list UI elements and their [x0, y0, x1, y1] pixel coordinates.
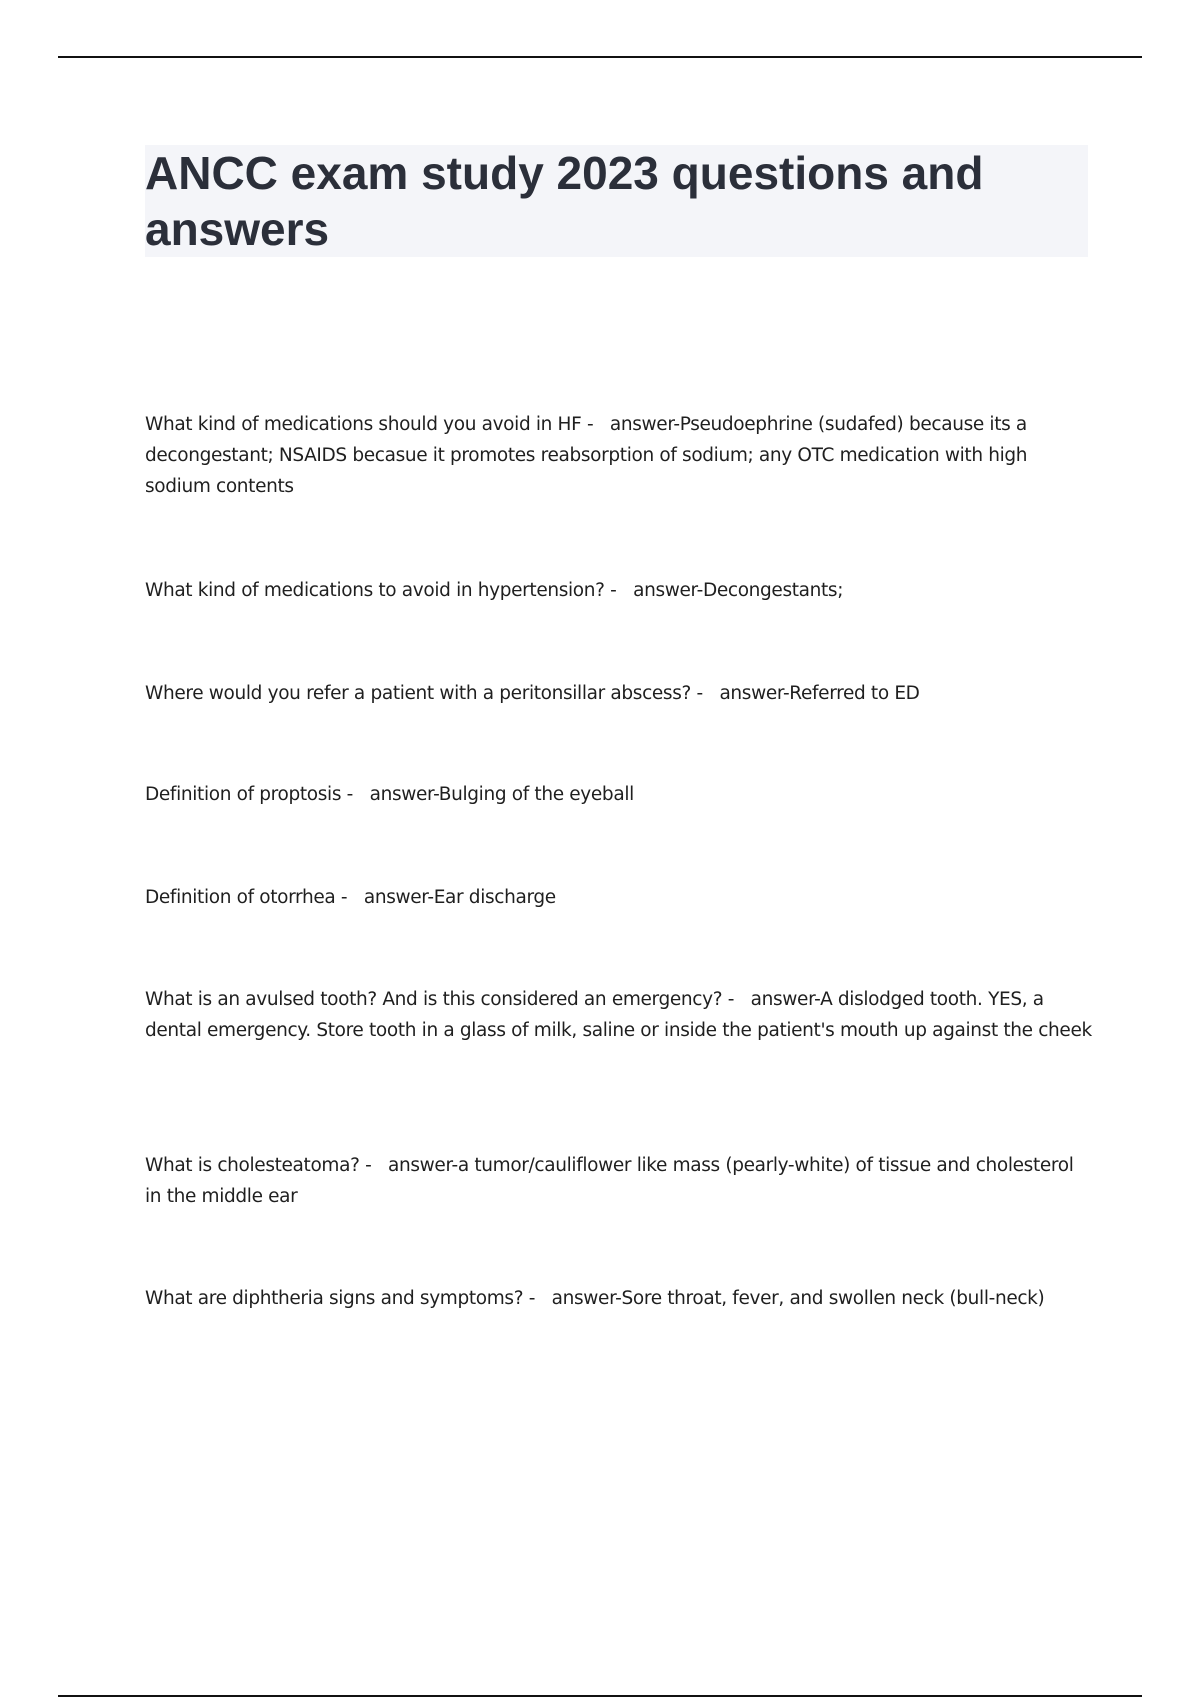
answer-text: answer-Ear discharge	[363, 887, 556, 908]
question-text: What kind of medications should you avoid in HF -	[145, 414, 594, 435]
qa-item	[145, 575, 1095, 606]
page-title: ANCC exam study 2023 questions and answers	[145, 147, 984, 255]
qa-item	[145, 882, 1095, 913]
top-divider	[58, 56, 1142, 58]
question-text: What are diphtheria signs and symptoms? -	[145, 1288, 536, 1309]
qa-item	[145, 1150, 1095, 1212]
question-text: Definition of otorrhea -	[145, 887, 348, 908]
answer-text: answer-Pseudoephrine (sudafed) because its a decongestant; NSAIDS becasue it promotes reabsorption of sodium; any OTC medication with high sodium contents	[145, 414, 1028, 497]
title-banner	[145, 145, 1088, 257]
answer-text: answer-Bulging of the eyeball	[369, 784, 634, 805]
qa-item	[145, 678, 1095, 709]
qa-item	[145, 409, 1095, 502]
question-text: Definition of proptosis -	[145, 784, 353, 805]
qa-item	[145, 984, 1095, 1046]
answer-text: answer-a tumor/cauliflower like mass (pearly-white) of tissue and cholesterol in the middle ear	[145, 1155, 1074, 1207]
answer-text: answer-Referred to ED	[719, 683, 920, 704]
question-text: Where would you refer a patient with a peritonsillar abscess? -	[145, 683, 703, 704]
qa-item	[145, 1283, 1095, 1314]
answer-text: answer-A dislodged tooth. YES, a dental emergency. Store tooth in a glass of milk, saline or inside the patient's mouth up against the cheek	[145, 989, 1092, 1041]
question-text: What is an avulsed tooth? And is this considered an emergency? -	[145, 989, 735, 1010]
answer-text: answer-Decongestants;	[633, 580, 844, 601]
bottom-divider	[58, 1695, 1142, 1697]
question-text: What is cholesteatoma? -	[145, 1155, 372, 1176]
qa-item	[145, 779, 1095, 810]
answer-text: answer-Sore throat, fever, and swollen neck (bull-neck)	[551, 1288, 1045, 1309]
question-text: What kind of medications to avoid in hypertension? -	[145, 580, 617, 601]
